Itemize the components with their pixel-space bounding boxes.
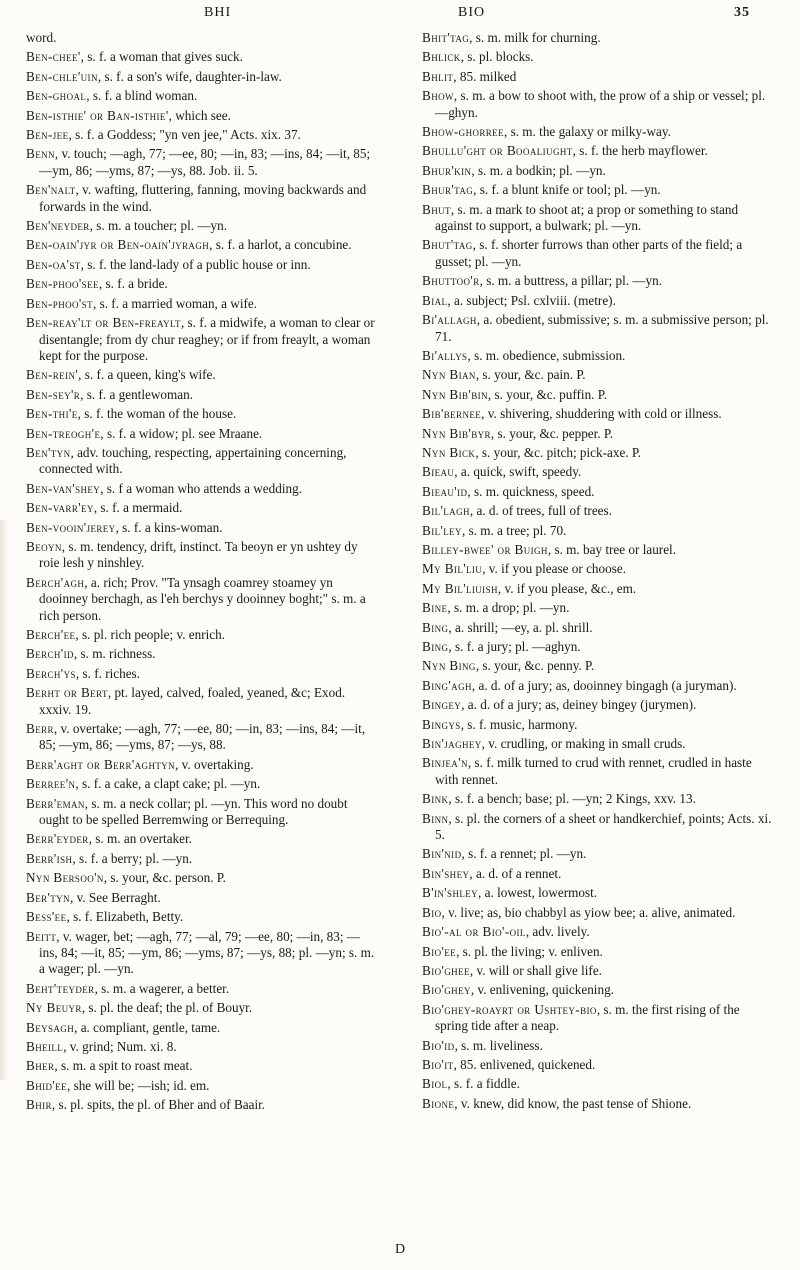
dictionary-entry: Bio'id, s. m. liveliness. [422,1037,543,1053]
entry-headword: Bhur'kin [422,162,472,178]
entry-headword: Bing [422,639,449,654]
dictionary-entry: Bin'shey, a. d. of a rennet. [422,865,562,881]
entry-headword: Bhir [26,1097,52,1113]
dictionary-entry: Beoyn, s. m. tendency, drift, instinct. Ta beoyn er yn ushtey dy roie lesh y ninshley. [26,538,358,571]
running-head-center: BIO [458,5,486,20]
entry-headword: Biol [422,1076,448,1092]
dictionary-entry: Nyn Bing, s. your, &c. penny. P. [422,658,595,674]
entry-headword: Bheill [26,1038,64,1054]
entry-headword: Binn [422,810,449,826]
entry-headword: Bio'ee [422,943,457,959]
entry-headword: Ben'tyn [26,444,71,460]
entry-headword: Bial [422,292,448,308]
dictionary-entry: Bhuttoo'r, s. m. a buttress, a pillar; pl. —yn. [422,273,663,289]
dictionary-entry: Bi'allys, s. m. obedience, submission. [422,347,626,363]
entry-headword: Bin'jaghey [422,736,482,752]
dictionary-entry: Biol, s. f. a fiddle. [422,1076,520,1092]
entry-headword: Ben-chle'uin [26,68,98,84]
entry-headword: Ben'neyder [26,218,90,234]
entry-headword: Bher [26,1058,55,1074]
dictionary-entry: Ben-jee, s. f. a Goddess; "yn ven jee," Acts. xix. 37. [26,127,301,143]
entry-headword: Nyn Bian [422,367,476,383]
dictionary-entry: Bil'ley, s. m. a tree; pl. 70. [422,522,567,538]
entry-headword: Nyn Bing [422,658,476,674]
dictionary-entry: Ben'neyder, s. m. a toucher; pl. —yn. [26,218,228,234]
entry-headword: Ny Beuyr [26,1000,82,1016]
entry-headword: Ben-oain'jyr or Ben-oain'jyragh [26,237,210,253]
entry-headword: Bio'-al or Bio'-oil [422,924,526,940]
dictionary-entry: Ben'nalt, v. wafting, fluttering, fanning, moving backwards and forwards in the wind. [26,182,367,214]
dictionary-entry: Bib'bernee, v. shivering, shuddering with cold or illness. [422,406,722,422]
dictionary-entry: Bieau, a. quick, swift, speedy. [422,464,582,480]
entry-headword: Bi'allys [422,347,468,363]
dictionary-entry: Nyn Bian, s. your, &c. pain. P. [422,367,586,383]
entry-headword: Bieau [422,464,455,480]
dictionary-entry: Ben-sey'r, s. f. a gentlewoman. [26,386,193,402]
left-column [26,30,378,1117]
dictionary-entry: Berr, v. overtake; —agh, 77; —ee, 80; —in, 83; —ins, 84; —it, 85; —ym, 86; —yms, 87; —ys, 88. [26,721,366,753]
dictionary-entry: Bhow, s. m. a bow to shoot with, the prow of a ship or vessel; pl. —ghyn. [422,88,766,120]
dictionary-entry: Ben'tyn, adv. touching, respecting, appertaining concerning, connected with. [26,444,347,477]
dictionary-entry: Bheill, v. grind; Num. xi. 8. [26,1038,177,1054]
dictionary-entry: Bio'it, 85. enlivened, quickened. [422,1056,596,1072]
entry-headword: Bio'ghey [422,982,471,998]
entry-headword: Ben-oa'st [26,256,81,272]
entry-headword: My Bil'liu [422,561,483,577]
dictionary-entry: Berr'aght or Berr'aghtyn, v. overtaking. [26,756,254,772]
dictionary-entry: Ben-van'shey, s. f a woman who attends a wedding. [26,480,303,496]
dictionary-entry: Ben-phoo'st, s. f. a married woman, a wife. [26,295,258,311]
dictionary-entry: Nyn Bick, s. your, &c. pitch; pick-axe. P. [422,444,642,460]
page-number: 35 [734,5,750,20]
dictionary-entry: Ben-reay'lt or Ben-freaylt, s. f. a midwife, a woman to clear or disentangle; from dy chur reaghey; or if from freaylt, a woman kept for the purpose. [26,315,375,363]
entry-headword: Nyn Bib'bin [422,386,488,402]
entry-headword: Berch'id [26,646,74,662]
dictionary-entry: Bhir, s. pl. spits, the pl. of Bher and of Baair. [26,1097,266,1113]
dictionary-entry: Bine, s. m. a drop; pl. —yn. [422,600,570,616]
entry-headword: Nyn Bersoo'n [26,870,104,886]
dictionary-entry: Bione, v. knew, did know, the past tense of Shione. [422,1095,692,1111]
entry-headword: Ben-varr'ey [26,500,94,516]
entry-headword: Bin'shey [422,865,470,881]
entry-headword: Ben-reay'lt or Ben-freaylt [26,315,181,331]
dictionary-entry: Bio'ee, s. pl. the living; v. enliven. [422,943,603,959]
entry-headword: Nyn Bib'byr [422,425,491,441]
entry-headword: Berch'ys [26,665,76,681]
entry-headword: Beoyn [26,538,62,554]
dictionary-entry: Beht'teyder, s. m. a wagerer, a better. [26,980,230,996]
dictionary-entry: Ben-chee', s. f. a woman that gives suck. [26,49,243,65]
entry-headword: Bio'id [422,1037,455,1053]
entry-headword: Bing [422,619,449,635]
entry-headword: Bhlit [422,68,454,84]
entry-headword: Beitt [26,928,57,944]
dictionary-entry: Bing'agh, a. d. of a jury; as, dooinney bingagh (a juryman). [422,677,737,693]
entry-headword: Bieau'id [422,483,468,499]
entry-headword: Ben'nalt [26,182,76,198]
entry-headword: Ben-rein' [26,367,79,383]
entry-headword: Bio'it [422,1056,454,1072]
running-head-left: BHI [204,5,232,20]
entry-headword: Berch'agh [26,574,85,590]
dictionary-entry: Bing, a. shrill; —ey, a. pl. shrill. [422,619,593,635]
dictionary-entry: Nyn Bersoo'n, s. your, &c. person. P. [26,870,226,886]
dictionary-entry: Bher, s. m. a spit to roast meat. [26,1058,193,1074]
entry-headword: Berr'eman [26,795,85,811]
dictionary-entry: Bio'-al or Bio'-oil, adv. lively. [422,924,590,940]
entry-headword: Bio [422,904,442,920]
binding-shadow [0,520,8,1080]
dictionary-entry: Bingys, s. f. music, harmony. [422,716,578,732]
dictionary-entry: Bingey, a. d. of a jury; as, deiney bingey (jurymen). [422,697,697,713]
entry-headword: Beht'teyder [26,980,95,996]
dictionary-entry: Berree'n, s. f. a cake, a clapt cake; pl. —yn. [26,776,261,792]
entry-headword: Ben-thi'e [26,406,78,422]
dictionary-entry: Ben-chle'uin, s. f. a son's wife, daughter-in-law. [26,68,282,84]
entry-headword: Benn [26,146,55,162]
entry-headword: Ben-chee' [26,49,81,65]
dictionary-entry: Bio'ghey-roayrt or Ushtey-bio, s. m. the first rising of the spring tide after a neap. [422,1001,740,1034]
entry-headword: Binjea'n [422,755,468,771]
entry-headword: Bi'allagh [422,312,477,328]
dictionary-entry: Bhullu'ght or Booaliught, s. f. the herb mayflower. [422,143,708,159]
dictionary-entry: Ben-treogh'e, s. f. a widow; pl. see Mraane. [26,425,263,441]
entry-headword: Billey-bwee' or Buigh [422,541,548,557]
dictionary-entry: Ben-isthie' or Ban-isthie', which see. [26,107,231,123]
dictionary-entry: Beysagh, a. compliant, gentle, tame. [26,1019,221,1035]
right-column [422,30,774,1115]
entry-headword: Ben-isthie' or Ban-isthie' [26,107,169,123]
entry-headword: Berr'aght or Berr'aghtyn [26,756,176,772]
entry-headword: Nyn Bick [422,444,476,460]
dictionary-entry: Bhid'ee, she will be; —ish; id. em. [26,1077,210,1093]
dictionary-entry: Berch'agh, a. rich; Prov. "Ta ynsagh coamrey stoamey yn dooinney berchagh, as l'eh berchys y dooinney boght;" s. m. a rich person. [26,574,366,623]
entry-headword: Bil'ley [422,522,462,538]
dictionary-entry: Ben-oa'st, s. f. the land-lady of a public house or inn. [26,256,311,272]
dictionary-entry: Bi'allagh, a. obedient, submissive; s. m. a submissive person; pl. 71. [422,312,769,344]
entry-headword: Bhut'tag [422,237,473,253]
entry-headword: Berr'ish [26,850,73,866]
entry-headword: Ben-van'shey [26,480,101,496]
dictionary-entry: word. [26,30,57,45]
entry-headword: Bio'ghey-roayrt or Ushtey-bio [422,1001,597,1017]
dictionary-entry: Bhut, s. m. a mark to shoot at; a prop or something to stand against to support, a bulwark; pl. —yn. [422,201,739,234]
entry-headword: Bine [422,600,448,616]
entry-headword: Bione [422,1095,455,1111]
dictionary-entry: Ben-phoo'see, s. f. a bride. [26,276,168,292]
entry-headword: Bhur'tag [422,182,474,198]
dictionary-entry: Bhow-ghorree, s. m. the galaxy or milky-way. [422,124,671,140]
dictionary-entry: Ben-vooin'jerey, s. f. a kins-woman. [26,519,223,535]
entry-headword: Ben-vooin'jerey [26,519,116,535]
entry-headword: Ben-treogh'e [26,425,101,441]
signature-mark: D [394,1242,406,1257]
entry-headword: Berree'n [26,776,76,792]
entry-headword: Ben-jee [26,127,69,143]
entry-headword: Bib'bernee [422,406,482,422]
dictionary-entry: Bhlit, 85. milked [422,68,517,84]
dictionary-entry: Bil'lagh, a. d. of trees, full of trees. [422,503,612,519]
entry-headword: B'in'shley [422,885,479,901]
entry-headword: Beysagh [26,1019,75,1035]
dictionary-entry: B'in'shley, a. lowest, lowermost. [422,885,598,901]
entry-headword: Ben-ghoal [26,88,87,104]
entry-headword: Bess'ee [26,909,67,925]
dictionary-entry: Ny Beuyr, s. pl. the deaf; the pl. of Bouyr. [26,1000,253,1016]
dictionary-entry: My Bil'liu, v. if you please or choose. [422,561,626,577]
entry-headword: Ben-phoo'st [26,295,93,311]
running-head [0,5,800,27]
entry-headword: Bhuttoo'r [422,273,480,289]
entry-headword: Berr [26,721,54,737]
dictionary-entry: Bio'ghee, v. will or shall give life. [422,962,602,978]
dictionary-entry: Ben-varr'ey, s. f. a mermaid. [26,500,183,516]
entry-headword: Bing'agh [422,677,472,693]
dictionary-entry: Berch'ys, s. f. riches. [26,665,140,681]
dictionary-entry: Bhur'kin, s. m. a bodkin; pl. —yn. [422,162,606,178]
dictionary-entry: Bess'ee, s. f. Elizabeth, Betty. [26,909,184,925]
entry-headword: Bhut [422,201,451,217]
entry-headword: My Bil'liuish [422,580,498,596]
entry-headword: Bin'nid [422,846,462,862]
entry-headword: Bhow-ghorree [422,124,504,140]
dictionary-entry: Bhut'tag, s. f. shorter furrows than other parts of the field; a gusset; pl. —yn. [422,237,743,269]
dictionary-entry: Bieau'id, s. m. quickness, speed. [422,483,595,499]
dictionary-entry: Benn, v. touch; —agh, 77; —ee, 80; —in, 83; —ins, 84; —it, 85; —ym, 86; —yms, 87; —ys, 88. Job. ii. 5. [26,146,371,178]
dictionary-entry: Bhlick, s. pl. blocks. [422,49,534,65]
dictionary-entry: Ben-ghoal, s. f. a blind woman. [26,88,198,104]
entry-headword: Bhow [422,88,454,104]
entry-headword: Bingys [422,716,461,732]
dictionary-entry: Ben-thi'e, s. f. the woman of the house. [26,406,237,422]
entry-headword: Bhid'ee [26,1077,67,1093]
dictionary-entry: My Bil'liuish, v. if you please, &c., em. [422,580,637,596]
entry-headword: Bink [422,791,449,807]
dictionary-entry: Bio'ghey, v. enlivening, quickening. [422,982,614,998]
dictionary-entry: Ber'tyn, v. See Berraght. [26,889,161,905]
dictionary-entry: Bhit'tag, s. m. milk for churning. [422,30,601,45]
dictionary-entry: Berht or Bert, pt. layed, calved, foaled, yeaned, &c; Exod. xxxiv. 19. [26,685,346,717]
dictionary-entry: Bhur'tag, s. f. a blunt knife or tool; pl. —yn. [422,182,661,198]
dictionary-entry: Bing, s. f. a jury; pl. —aghyn. [422,639,581,654]
entry-headword: Bhlick [422,49,461,65]
dictionary-entry: Binjea'n, s. f. milk turned to crud with rennet, crudled in haste with rennet. [422,755,752,787]
dictionary-entry: Ben-oain'jyr or Ben-oain'jyragh, s. f. a harlot, a concubine. [26,237,352,253]
entry-headword: Ben-sey'r [26,386,81,402]
dictionary-entry: Berch'ee, s. pl. rich people; v. enrich. [26,627,226,642]
dictionary-entry: Billey-bwee' or Buigh, s. m. bay tree or laurel. [422,541,677,557]
entry-headword: Bhullu'ght or Booaliught [422,143,573,159]
entry-headword: Bhit'tag [422,30,470,45]
entry-headword: Bio'ghee [422,962,470,978]
entry-headword: Ben-phoo'see [26,276,99,292]
dictionary-entry: Nyn Bib'bin, s. your, &c. puffin. P. [422,386,607,402]
dictionary-entry: Bink, s. f. a bench; base; pl. —yn; 2 Kings, xxv. 13. [422,791,696,807]
dictionary-entry: Berr'eman, s. m. a neck collar; pl. —yn. This word no doubt ought to be spelled Berremwing or Berrequing. [26,795,348,828]
entry-headword: Bingey [422,697,462,713]
entry-headword: Ber'tyn [26,889,70,905]
dictionary-entry: Bial, a. subject; Psl. cxlviii. (metre). [422,292,616,308]
dictionary-entry: Bio, v. live; as, bio chabbyl as yiow bee; a. alive, animated. [422,904,736,920]
dictionary-entry: Bin'nid, s. f. a rennet; pl. —yn. [422,846,587,862]
dictionary-entry: Nyn Bib'byr, s. your, &c. pepper. P. [422,425,614,441]
dictionary-entry: Berr'ish, s. f. a berry; pl. —yn. [26,850,193,866]
dictionary-entry: Bin'jaghey, v. crudling, or making in small cruds. [422,736,686,752]
dictionary-entry: Berr'eyder, s. m. an overtaker. [26,831,192,847]
dictionary-entry: Beitt, v. wager, bet; —agh, 77; —al, 79; —ee, 80; —in, 83; —ins, 84; —it, 85; —ym, 86; —yms, 87; —ys, 88; pl. —yn; s. m. a wager; pl. —yn. [26,928,375,977]
entry-headword: Berht or Bert [26,685,108,701]
dictionary-entry: Ben-rein', s. f. a queen, king's wife. [26,367,216,383]
dictionary-entry: Berch'id, s. m. richness. [26,646,156,662]
entry-headword: Berch'ee [26,627,76,642]
entry-headword: Berr'eyder [26,831,89,847]
entry-headword: Bil'lagh [422,503,470,519]
dictionary-entry: Binn, s. pl. the corners of a sheet or handkerchief, points; Acts. xi. 5. [422,810,772,843]
